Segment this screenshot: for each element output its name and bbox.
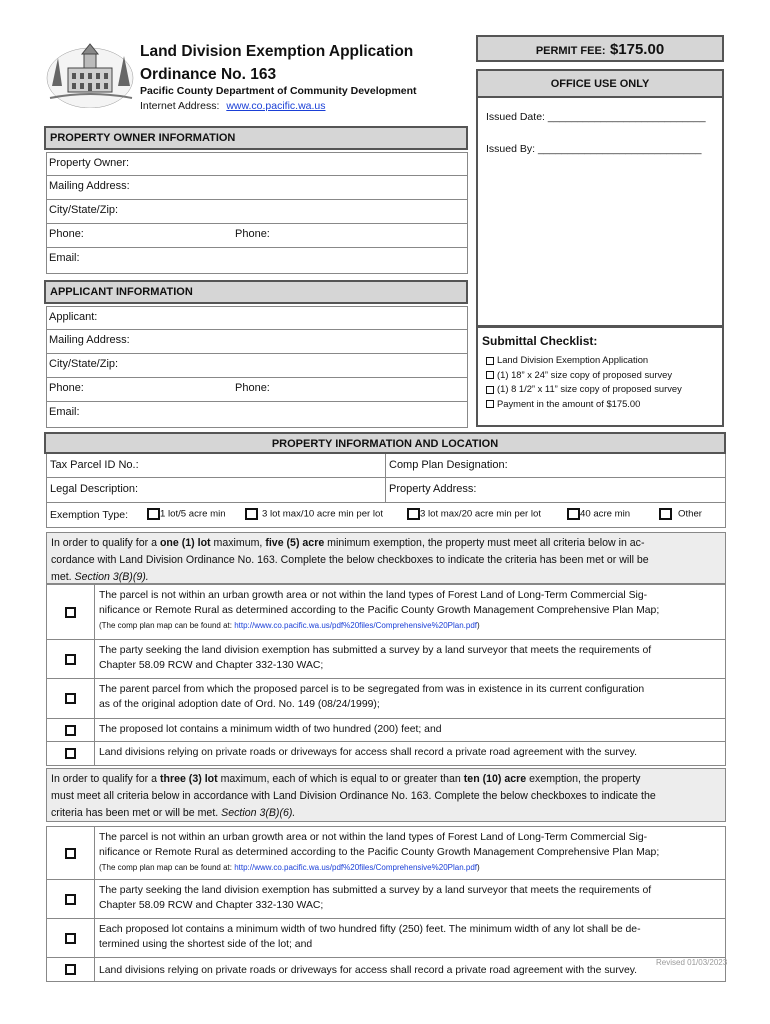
applicant-email-field[interactable]: Email: <box>46 402 468 428</box>
owner-mailing-field[interactable]: Mailing Address: <box>46 176 468 200</box>
checklist-title: Submittal Checklist: <box>482 334 598 348</box>
owner-section-title: PROPERTY OWNER INFORMATION <box>44 126 468 150</box>
comp-plan-field[interactable]: Comp Plan Designation: <box>386 454 725 478</box>
owner-phone-row <box>46 224 468 248</box>
checkbox-icon[interactable] <box>65 964 76 975</box>
checklist-item[interactable]: (1) 18” x 24” size copy of proposed survey <box>486 368 682 383</box>
checklist-item[interactable]: Land Division Exemption Application <box>486 353 682 368</box>
property-section-title: PROPERTY INFORMATION AND LOCATION <box>44 432 726 454</box>
comp-plan-link[interactable]: http://www.co.pacific.wa.us/pdf%20files/Comprehensive%20Plan.pdf <box>234 621 477 630</box>
internet-label: Internet Address: <box>140 100 220 112</box>
property-table <box>46 454 726 503</box>
criteria-row: Land divisions relying on private roads or driveways for access shall record a private road agreement with the survey. <box>46 958 726 982</box>
website-link[interactable]: www.co.pacific.wa.us <box>226 100 326 112</box>
criteria-row: The party seeking the land division exemption has submitted a survey by a land surveyor that meets the requirements of Chapter 58.09 RCW and Chapter 332-130 WAC; <box>46 640 726 679</box>
checkbox-icon[interactable] <box>567 508 580 520</box>
checkbox-icon[interactable] <box>65 894 76 905</box>
tax-parcel-field[interactable]: Tax Parcel ID No.: <box>47 454 386 478</box>
checkbox-icon[interactable] <box>65 725 76 736</box>
checkbox-icon[interactable] <box>407 508 420 520</box>
legal-description-field[interactable]: Legal Description: <box>47 478 386 502</box>
owner-phone2-field[interactable]: Phone: <box>235 228 270 240</box>
checkbox-icon[interactable] <box>65 607 76 618</box>
criteria-row: Land divisions relying on private roads or driveways for access shall record a private road agreement with the survey. <box>46 742 726 766</box>
checkbox-icon[interactable] <box>245 508 258 520</box>
page-title: Land Division Exemption Application Ordinance No. 163 <box>140 43 414 83</box>
checkbox-icon[interactable] <box>65 848 76 859</box>
applicant-section-title: APPLICANT INFORMATION <box>44 280 468 304</box>
exemption-option-2[interactable]: 3 lot max/10 acre min per lot <box>245 508 383 520</box>
checkbox-icon[interactable] <box>486 371 494 379</box>
criteria-row: The parent parcel from which the proposed parcel is to be segregated from was in existence in its current configuration as of the original adoption date of Ord. No. 149 (08/24/1999); <box>46 679 726 719</box>
office-use-box <box>476 69 724 327</box>
checkbox-icon[interactable] <box>486 386 494 394</box>
department-name: Pacific County Department of Community Development <box>140 85 417 97</box>
checkbox-icon[interactable] <box>65 654 76 665</box>
issued-date-field[interactable]: Issued Date: ___________________________ <box>486 111 706 123</box>
checkbox-icon[interactable] <box>65 748 76 759</box>
property-owner-field[interactable]: Property Owner: <box>46 152 468 176</box>
criteria-row: The party seeking the land division exemption has submitted a survey by a land surveyor that meets the requirements of Chapter 58.09 RCW and Chapter 332-130 WAC; <box>46 880 726 919</box>
checkbox-icon[interactable] <box>486 357 494 365</box>
exemption-option-1[interactable]: 1 lot/5 acre min <box>147 508 226 520</box>
submittal-checklist <box>476 327 724 427</box>
issued-by-field[interactable]: Issued By: ____________________________ <box>486 143 702 155</box>
checkbox-icon[interactable] <box>65 693 76 704</box>
exemption-type-label: Exemption Type: <box>50 509 129 521</box>
owner-city-field[interactable]: City/State/Zip: <box>46 200 468 224</box>
applicant-phone-row <box>46 378 468 402</box>
criteria-row: The proposed lot contains a minimum width of two hundred (200) feet; and <box>46 719 726 742</box>
criteria-row: Each proposed lot contains a minimum width of two hundred fifty (250) feet. The minimum width of any lot shall be de- termined using the shortest side of the lot; and <box>46 919 726 958</box>
applicant-city-field[interactable]: City/State/Zip: <box>46 354 468 378</box>
exemption-option-4[interactable]: 40 acre min <box>567 508 630 520</box>
office-use-title: OFFICE USE ONLY <box>478 71 722 98</box>
permit-fee-label: PERMIT FEE: <box>535 45 606 57</box>
courthouse-logo <box>46 38 134 108</box>
checkbox-icon[interactable] <box>659 508 672 520</box>
section1-intro: In order to qualify for a one (1) lot maximum, five (5) acre minimum exemption, the property must meet all criteria below in ac- cordance with Land Division Ordinance No. 163. Complete the below checkboxes to indicate the criteria has been met or will be met. Section 3(B)(9). <box>46 532 726 584</box>
owner-email-field[interactable]: Email: <box>46 248 468 274</box>
criteria-row: The parcel is not within an urban growth area or not within the land types of Forest Land of Long-Term Commercial Sig- nificance or Remote Rural as determined according to the Pacific County Growth Management Comprehensive Plan Map; (The comp plan map can be found at: http://www.co.pacific.wa.us/pdf%20files/Comprehensive%20Plan.pdf) <box>46 826 726 880</box>
checkbox-icon[interactable] <box>486 400 494 408</box>
applicant-phone1-field[interactable]: Phone: <box>49 382 84 394</box>
applicant-field[interactable]: Applicant: <box>46 306 468 330</box>
exemption-option-5[interactable]: Other <box>659 508 702 520</box>
property-address-field[interactable]: Property Address: <box>389 483 477 495</box>
permit-fee-amount: $175.00 <box>609 41 665 58</box>
owner-phone1-field[interactable]: Phone: <box>49 228 84 240</box>
permit-fee-box <box>476 35 724 62</box>
checklist-item[interactable]: Payment in the amount of $175.00 <box>486 397 682 412</box>
section2-intro: In order to qualify for a three (3) lot maximum, each of which is equal to or greater than ten (10) acre exemption, the property must meet all criteria below in accordance with Land Division Ordinance No. 163. Complete the below checkboxes to indicate the criteria has been met or will be met. Section 3(B)(6). <box>46 768 726 822</box>
internet-address <box>140 100 326 112</box>
checkbox-icon[interactable] <box>65 933 76 944</box>
revised-date: Revised 01/03/2023 <box>656 958 728 967</box>
applicant-phone2-field[interactable]: Phone: <box>235 382 270 394</box>
exemption-option-3[interactable]: 3 lot max/20 acre min per lot <box>407 508 541 520</box>
criteria-row: The parcel is not within an urban growth area or not within the land types of Forest Land of Long-Term Commercial Sig- nificance or Remote Rural as determined according to the Pacific County Growth Management Comprehensive Plan Map; (The comp plan map can be found at: http://www.co.pacific.wa.us/pdf%20files/Comprehensive%20Plan.pdf) <box>46 584 726 640</box>
exemption-type-row <box>46 503 726 528</box>
checkbox-icon[interactable] <box>147 508 160 520</box>
checklist-item[interactable]: (1) 8 1/2” x 11” size copy of proposed survey <box>486 382 682 397</box>
comp-plan-link[interactable]: http://www.co.pacific.wa.us/pdf%20files/Comprehensive%20Plan.pdf <box>234 863 477 872</box>
applicant-mailing-field[interactable]: Mailing Address: <box>46 330 468 354</box>
